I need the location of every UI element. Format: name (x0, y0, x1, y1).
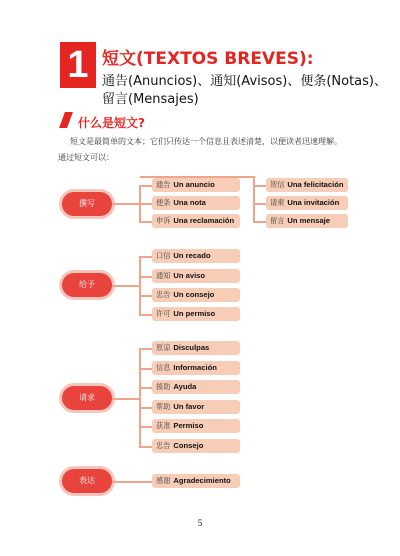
item-es: Un consejo (173, 290, 215, 299)
connector-line (139, 368, 152, 370)
chapter-number: 1 (60, 42, 96, 88)
connector-line (112, 398, 140, 400)
item-es: Ayuda (173, 382, 197, 391)
item-box (152, 288, 240, 302)
item-box (152, 214, 240, 228)
connector-line (139, 348, 141, 447)
connector-line (139, 256, 152, 258)
connector-line (139, 387, 152, 389)
item-es: Consejo (173, 441, 204, 450)
category-give: 给予 (62, 273, 112, 297)
item-es: Un recado (173, 251, 211, 260)
item-es: Un mensaje (287, 216, 331, 225)
connector-line (112, 203, 140, 205)
item-box (152, 341, 240, 355)
connector-line (139, 348, 152, 350)
item-zh: 忠告 (156, 441, 171, 450)
item-es: Información (173, 363, 217, 372)
item-box (152, 249, 240, 263)
chapter-title: 短文(TEXTOS BREVES): (102, 49, 314, 69)
item-zh: 口信 (156, 251, 171, 260)
connector-line (139, 256, 141, 315)
item-zh: 通知 (156, 271, 171, 280)
item-zh: 留言 (270, 216, 285, 225)
item-es: Una nota (173, 198, 206, 207)
chapter-subtitle-line1: 通告(Anuncios)、通知(Avisos)、便条(Notas)、 (102, 74, 387, 89)
section-title: 什么是短文? (78, 116, 145, 130)
connector-line (139, 276, 152, 278)
section-marker-icon (59, 112, 73, 128)
page-number: 5 (197, 518, 203, 528)
item-box (152, 474, 240, 488)
connector-line (139, 185, 152, 187)
item-zh: 贺信 (270, 180, 285, 189)
connector-line (112, 481, 152, 483)
item-box (152, 439, 240, 453)
connector-line (253, 176, 255, 222)
connector-line (253, 203, 266, 205)
item-box (152, 196, 240, 210)
item-es: Un aviso (173, 271, 206, 280)
item-box (266, 196, 348, 210)
item-box (152, 400, 240, 414)
item-es: Un permiso (173, 309, 216, 318)
connector-line (253, 221, 266, 223)
item-box (152, 361, 240, 375)
item-zh: 感谢 (156, 476, 171, 485)
chapter-subtitle-line2: 留言(Mensajes) (102, 92, 199, 107)
item-es: Disculpas (173, 343, 210, 352)
item-box (152, 269, 240, 283)
item-zh: 信息 (156, 363, 171, 372)
connector-line (139, 314, 152, 316)
item-zh: 忠告 (156, 290, 171, 299)
connector-line (139, 221, 152, 223)
connector-line (139, 407, 152, 409)
item-es: Una invitación (287, 198, 340, 207)
category-request: 请求 (62, 386, 112, 410)
item-zh: 便条 (156, 198, 171, 207)
item-zh: 申诉 (156, 216, 171, 225)
item-es: Agradecimiento (173, 476, 231, 485)
connector-line (139, 446, 152, 448)
item-es: Un favor (173, 402, 205, 411)
item-es: Una reclamación (173, 216, 235, 225)
item-box (266, 214, 348, 228)
connector-line (139, 295, 152, 297)
intro-paragraph-line2: 通过短文可以： (58, 153, 114, 162)
category-express: 表达 (62, 469, 112, 493)
connector-line (112, 285, 140, 287)
item-box (152, 178, 240, 192)
item-es: Permiso (173, 421, 204, 430)
connector-line (139, 203, 152, 205)
item-zh: 援助 (156, 382, 171, 391)
item-zh: 原谅 (156, 343, 171, 352)
item-es: Un anuncio (173, 180, 215, 189)
connector-line (253, 185, 266, 187)
item-zh: 许可 (156, 309, 171, 318)
item-box (152, 419, 240, 433)
item-box (152, 307, 240, 321)
item-zh: 获准 (156, 421, 171, 430)
item-zh: 帮助 (156, 402, 171, 411)
item-es: Una felicitación (287, 180, 344, 189)
intro-paragraph-line1: 短文是最简单的文本；它们只传达一个信息且表述清楚，以便读者迅速理解。 (70, 137, 342, 146)
item-zh: 请柬 (270, 198, 285, 207)
connector-line (139, 426, 152, 428)
item-box (152, 380, 240, 394)
item-zh: 通告 (156, 180, 171, 189)
item-box (266, 178, 348, 192)
category-write: 撰写 (62, 192, 112, 216)
